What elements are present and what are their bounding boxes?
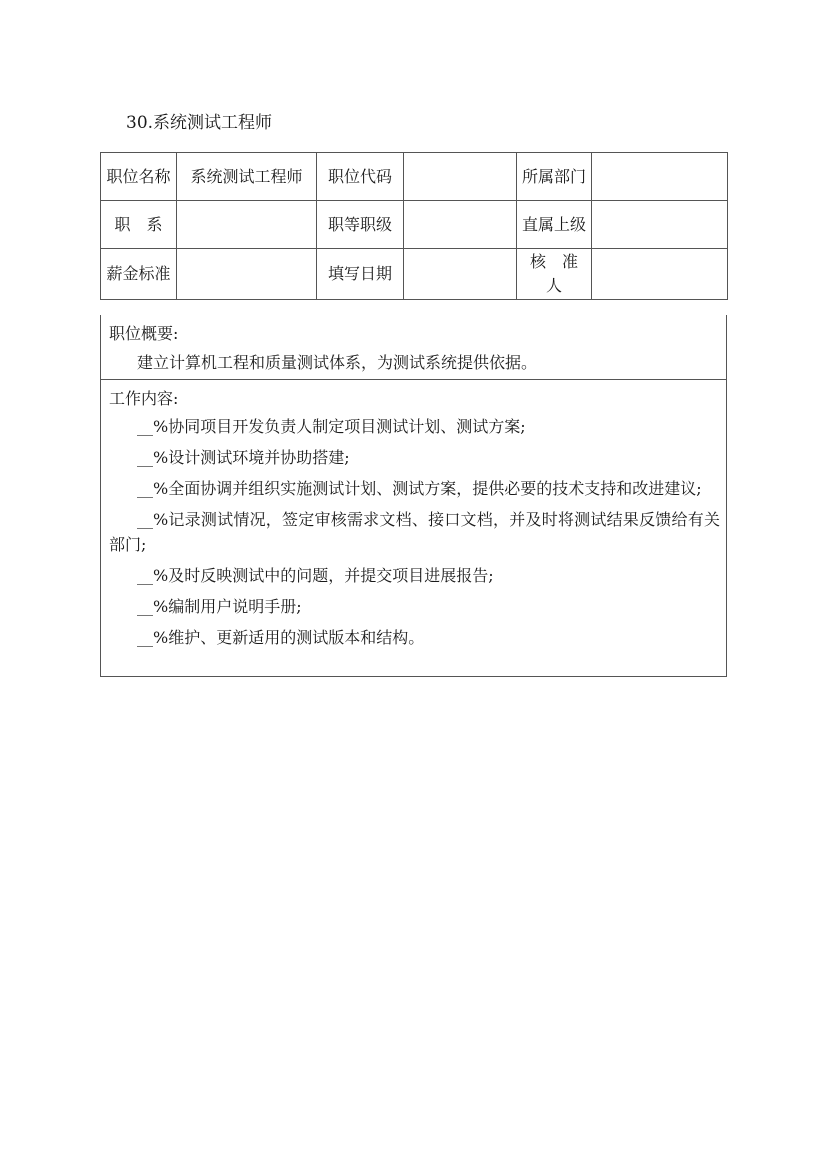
list-item: __%编制用户说明手册; xyxy=(137,597,302,616)
list-item: __%维护、更新适用的测试版本和结构。 xyxy=(137,628,425,647)
table-row xyxy=(101,201,728,249)
list-item: __%设计测试环境并协助搭建; xyxy=(137,448,350,467)
label-cell: 职位名称 xyxy=(101,153,177,201)
value-cell xyxy=(404,249,517,300)
label-cell: 填写日期 xyxy=(317,249,404,300)
value-cell xyxy=(592,201,728,249)
list-item: __%全面协调并组织实施测试计划、测试方案，提供必要的技术支持和改进建议; xyxy=(137,479,702,498)
label-cell: 所属部门 xyxy=(517,153,592,201)
job-summary-section xyxy=(100,315,727,380)
label-cell: 核 准 人 xyxy=(517,249,592,300)
content-label: 工作内容: xyxy=(109,389,179,408)
list-item: __%记录测试情况，签定审核需求文档、接口文档，并及时将测试结果反馈给有关部门; xyxy=(109,510,720,554)
summary-text: 建立计算机工程和质量测试体系，为测试系统提供依据。 xyxy=(137,353,538,372)
job-content-section xyxy=(100,380,727,677)
content-list xyxy=(109,414,720,656)
summary-label: 职位概要: xyxy=(109,324,179,343)
value-cell xyxy=(404,153,517,201)
label-cell: 职位代码 xyxy=(317,153,404,201)
table-row xyxy=(101,249,728,300)
value-cell xyxy=(592,249,728,300)
table-row xyxy=(101,153,728,201)
document-heading: 30.系统测试工程师 xyxy=(126,113,273,133)
label-cell: 职等职级 xyxy=(317,201,404,249)
value-cell xyxy=(177,249,317,300)
label-cell: 薪金标准 xyxy=(101,249,177,300)
job-info-table xyxy=(100,152,728,300)
value-cell xyxy=(177,201,317,249)
label-cell: 直属上级 xyxy=(517,201,592,249)
value-cell: 系统测试工程师 xyxy=(177,153,317,201)
list-item: __%协同项目开发负责人制定项目测试计划、测试方案; xyxy=(137,417,526,436)
label-cell: 职 系 xyxy=(101,201,177,249)
list-item: __%及时反映测试中的问题，并提交项目进展报告; xyxy=(137,566,494,585)
value-cell xyxy=(592,153,728,201)
value-cell xyxy=(404,201,517,249)
